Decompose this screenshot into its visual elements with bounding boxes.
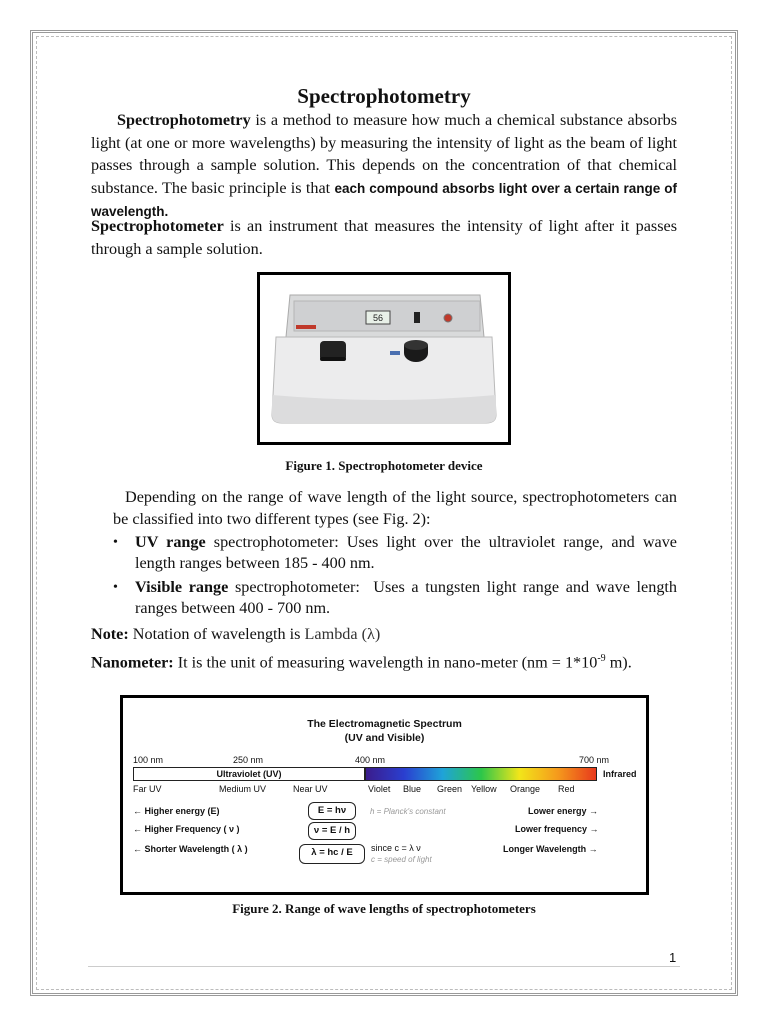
color-orange: Orange — [510, 784, 541, 794]
uv-bar-label: Ultraviolet (UV) — [216, 769, 282, 779]
planck-constant-note: h = Planck's constant — [370, 807, 446, 816]
figure1-frame — [257, 272, 511, 445]
definition-term: Spectrophotometer — [91, 217, 224, 235]
band-far-uv: Far UV — [133, 784, 162, 794]
tick-250nm: 250 nm — [233, 755, 264, 765]
bullet-term: Visible range — [135, 578, 229, 596]
nanometer-tail: m). — [605, 653, 632, 672]
formula-frequency: ν = E / h — [308, 822, 356, 840]
since-c-note: since c = λ ν — [371, 843, 421, 853]
bullet-text-2: Uses a tungsten light range and wave length ranges between 400 - 700 nm. — [135, 578, 678, 617]
definition-paragraph — [91, 215, 677, 260]
spectrophotometer-device-image — [260, 275, 508, 442]
footer-rule — [88, 966, 680, 967]
formula-wavelength: λ = hc / E — [299, 844, 365, 864]
band-near-uv: Near UV — [293, 784, 328, 794]
infrared-label: Infrared — [603, 769, 637, 779]
spectrum-subtitle: (UV and Visible) — [344, 732, 425, 744]
bullet-dot: • — [113, 580, 118, 595]
color-green: Green — [437, 784, 463, 794]
page-title: Spectrophotometry — [297, 84, 471, 108]
note-line — [91, 623, 380, 645]
tick-700nm: 700 nm — [579, 755, 610, 765]
bullet-dot: • — [113, 535, 118, 550]
bullet-text: spectrophotometer: Uses light over the ultraviolet range, and wave length ranges between 185 - 400 nm. — [135, 533, 677, 572]
bullet-term: UV range — [135, 533, 206, 551]
color-blue: Blue — [403, 784, 422, 794]
intro-term: Spectrophotometry — [117, 111, 251, 129]
color-red: Red — [558, 784, 575, 794]
nanometer-line — [91, 648, 632, 673]
lower-energy-label: Lower energy → — [528, 806, 599, 816]
visible-spectrum-bar — [365, 767, 597, 781]
higher-frequency-label: ← Higher Frequency ( ν ) — [133, 824, 240, 834]
spectrum-title: The Electromagnetic Spectrum — [307, 718, 462, 730]
note-text: Notation of wavelength is — [132, 625, 301, 643]
intro-highlight: each compound absorbs light over a certain range of wavelength. — [91, 180, 678, 219]
note-label: Note: — [91, 625, 129, 643]
color-violet: Violet — [368, 784, 391, 794]
types-intro-text: Depending on the range of wave length of the light source, spectrophotometers can be classified into two different types (see Fig. 2): — [113, 488, 677, 528]
tick-100nm: 100 nm — [133, 755, 164, 765]
note-symbol: Lambda (λ) — [304, 625, 381, 643]
figure2-caption: Figure 2. Range of wave lengths of spectrophotometers — [232, 901, 536, 916]
formula-energy: E = hν — [308, 802, 356, 820]
higher-energy-label: ← Higher energy (E) — [133, 806, 220, 816]
bullet-text: spectrophotometer: — [234, 578, 360, 596]
longer-wavelength-label: Longer Wavelength → — [503, 844, 598, 854]
intro-paragraph — [91, 109, 677, 224]
figure2-frame — [120, 695, 649, 895]
speed-of-light-note: c = speed of light — [371, 855, 432, 864]
band-medium-uv: Medium UV — [219, 784, 267, 794]
shorter-wavelength-label: ← Shorter Wavelength ( λ ) — [133, 844, 248, 854]
figure1-caption: Figure 1. Spectrophotometer device — [285, 458, 483, 473]
page-number: 1 — [669, 950, 677, 965]
nanometer-text: It is the unit of measuring wavelength in nano-meter (nm = 1*10 — [177, 653, 598, 672]
color-yellow: Yellow — [471, 784, 497, 794]
nanometer-exponent: -9 — [597, 653, 606, 664]
tick-400nm: 400 nm — [355, 755, 386, 765]
definition-text: is an instrument that measures the intensity of light after it passes through a sample solution. — [91, 217, 677, 258]
intro-text: is a method to measure how much a chemical substance absorbs light (at one or more wavelengths) by measuring the intensity of light as the beam of light passes through a sample solution. This depends on the concentration of that chemical substance. The basic principle is that — [91, 111, 678, 197]
nanometer-label: Nanometer: — [91, 653, 174, 672]
types-intro-paragraph — [113, 486, 677, 530]
device-display-value: 56 — [372, 313, 384, 323]
lower-frequency-label: Lower frequency → — [515, 824, 599, 834]
